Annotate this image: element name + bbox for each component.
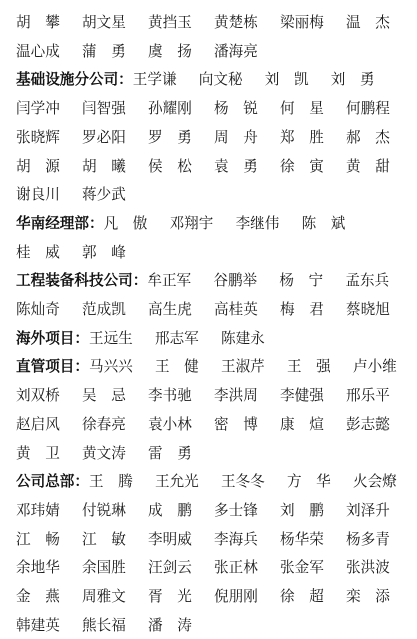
person-name: 陈灿奇	[16, 301, 60, 318]
person-name: 胡文星	[82, 14, 126, 31]
person-name: 温心成	[16, 42, 60, 60]
person-name: 周 舟	[214, 128, 258, 146]
person-name: 李继伟	[235, 214, 280, 232]
person-name: 温 杰	[346, 14, 390, 31]
person-name: 胡 曦	[82, 157, 126, 175]
person-name: 雷 勇	[148, 444, 192, 462]
person-name: 多士锋	[214, 501, 258, 519]
text-line	[16, 182, 411, 208]
person-name: 虞 扬	[148, 42, 192, 60]
person-name: 赵启风	[16, 415, 60, 433]
person-name: 闫智强	[82, 100, 126, 118]
text-line	[16, 39, 411, 65]
person-name: 黄挡玉	[148, 14, 192, 31]
text-line	[16, 211, 411, 237]
person-name: 彭志懿	[346, 415, 390, 433]
person-name: 邢志军	[154, 329, 199, 347]
department-heading: 华南经理部：	[16, 214, 104, 232]
person-name: 王 腾	[88, 473, 133, 491]
person-name: 栾 添	[346, 588, 390, 605]
person-name: 郭 峰	[82, 243, 126, 261]
person-name: 方 华	[286, 473, 331, 491]
person-name: 蒲 勇	[82, 42, 126, 60]
person-name: 何鹏程	[346, 100, 390, 118]
text-line	[16, 555, 411, 581]
person-name: 闫学冲	[16, 100, 60, 118]
person-name: 李洪周	[214, 387, 258, 405]
person-name: 胥 光	[148, 588, 192, 605]
text-line	[16, 584, 411, 610]
person-name: 孟东兵	[345, 272, 390, 290]
person-name: 徐 寅	[280, 157, 324, 175]
person-name: 金 燕	[16, 588, 60, 605]
person-name: 凡 傲	[103, 214, 148, 232]
person-name: 杨华荣	[280, 530, 324, 548]
person-name: 徐春亮	[82, 415, 126, 433]
text-line	[16, 613, 411, 639]
person-name: 周雅文	[82, 588, 126, 605]
person-name: 余国胜	[82, 559, 126, 577]
person-name: 付锐琳	[82, 501, 126, 519]
person-name: 刘 凯	[264, 71, 309, 89]
person-name: 江 敏	[82, 530, 126, 548]
text-line	[16, 10, 411, 36]
person-name: 胡 源	[16, 157, 60, 175]
text-line	[16, 469, 411, 495]
person-name: 张洪波	[346, 559, 390, 577]
person-name: 马兴兴	[88, 358, 133, 376]
person-name: 熊长福	[82, 616, 126, 634]
text-line	[16, 354, 411, 380]
person-name: 陈建永	[220, 329, 265, 347]
person-name: 蒋少武	[82, 186, 126, 204]
person-name: 王 强	[286, 358, 331, 376]
text-line	[16, 498, 411, 524]
person-name: 王淑芹	[220, 358, 265, 376]
person-name: 张正林	[214, 559, 258, 577]
person-name: 高桂英	[214, 301, 258, 318]
person-name: 梁丽梅	[280, 14, 324, 31]
person-name: 李健强	[280, 387, 324, 405]
person-name: 邢乐平	[346, 387, 390, 405]
text-line	[16, 297, 411, 323]
person-name: 孙耀刚	[148, 100, 192, 118]
person-name: 李海兵	[214, 530, 258, 548]
person-name: 刘双桥	[16, 387, 60, 405]
text-line	[16, 441, 411, 467]
person-name: 王远生	[88, 329, 133, 347]
person-name: 王学谦	[132, 71, 177, 89]
person-name: 谢良川	[16, 186, 60, 204]
person-name: 刘泽升	[346, 501, 390, 519]
text-line	[16, 125, 411, 151]
text-line	[16, 96, 411, 122]
person-name: 黄文涛	[82, 444, 126, 462]
person-name: 桂 威	[16, 243, 60, 261]
person-name: 徐 超	[280, 588, 324, 605]
person-name: 黄楚栋	[214, 14, 258, 31]
person-name: 潘 涛	[148, 616, 192, 634]
text-line	[16, 154, 411, 180]
person-name: 杨 宁	[279, 272, 324, 290]
person-name: 密 博	[214, 415, 258, 433]
person-name: 杨 锐	[214, 100, 258, 118]
person-name: 王 健	[154, 358, 199, 376]
person-name: 余地华	[16, 559, 60, 577]
person-name: 张金军	[280, 559, 324, 577]
person-name: 刘 勇	[330, 71, 375, 89]
person-name: 何 星	[280, 100, 324, 118]
person-name: 刘 鹏	[280, 501, 324, 519]
person-name: 张晓辉	[16, 128, 60, 146]
person-name: 郝 杰	[346, 128, 390, 146]
department-heading: 基础设施分公司：	[16, 71, 133, 89]
person-name: 韩建英	[16, 616, 60, 634]
person-name: 卢小维	[352, 358, 397, 376]
person-name: 陈 斌	[301, 214, 346, 232]
person-name: 邓翔宇	[169, 214, 214, 232]
person-name: 郑 胜	[280, 128, 324, 146]
text-line	[16, 383, 411, 409]
person-name: 袁 勇	[214, 157, 258, 175]
person-name: 倪朋刚	[214, 588, 258, 605]
person-name: 杨多青	[346, 530, 390, 548]
person-name: 罗 勇	[148, 128, 192, 146]
person-name: 梅 君	[280, 301, 324, 318]
person-name: 康 煊	[280, 415, 324, 433]
person-name: 蔡晓旭	[346, 301, 390, 318]
text-line	[16, 412, 411, 438]
person-name: 牟正军	[147, 272, 192, 290]
person-name: 高生虎	[148, 301, 192, 318]
text-line	[16, 67, 411, 93]
person-name: 吴 忌	[82, 387, 126, 405]
person-name: 侯 松	[148, 157, 192, 175]
person-name: 罗必阳	[82, 128, 126, 146]
text-line	[16, 527, 411, 553]
text-line	[16, 326, 411, 352]
person-name: 李明威	[148, 530, 192, 548]
department-heading: 海外项目：	[16, 329, 89, 347]
department-heading: 工程装备科技公司：	[16, 272, 148, 290]
person-name: 火会燎	[352, 473, 397, 491]
text-line	[16, 268, 411, 294]
person-name: 胡 攀	[16, 14, 60, 31]
person-name: 黄 甜	[346, 157, 390, 175]
text-line	[16, 240, 411, 266]
person-name: 潘海亮	[214, 42, 258, 60]
person-name: 向文秘	[198, 71, 243, 89]
person-name: 汪剑云	[148, 559, 192, 577]
person-name: 李书驰	[148, 387, 192, 405]
person-name: 袁小林	[148, 415, 192, 433]
person-name: 成 鹏	[148, 501, 192, 519]
person-name: 谷鹏举	[213, 272, 258, 290]
person-name: 王冬冬	[220, 473, 265, 491]
department-heading: 公司总部：	[16, 473, 89, 491]
department-heading: 直管项目：	[16, 358, 89, 376]
person-name: 江 畅	[16, 530, 60, 548]
person-name: 范成凯	[82, 301, 126, 318]
person-name: 邓玮婧	[16, 501, 60, 519]
person-name: 王允光	[154, 473, 199, 491]
person-name: 黄 卫	[16, 444, 60, 462]
